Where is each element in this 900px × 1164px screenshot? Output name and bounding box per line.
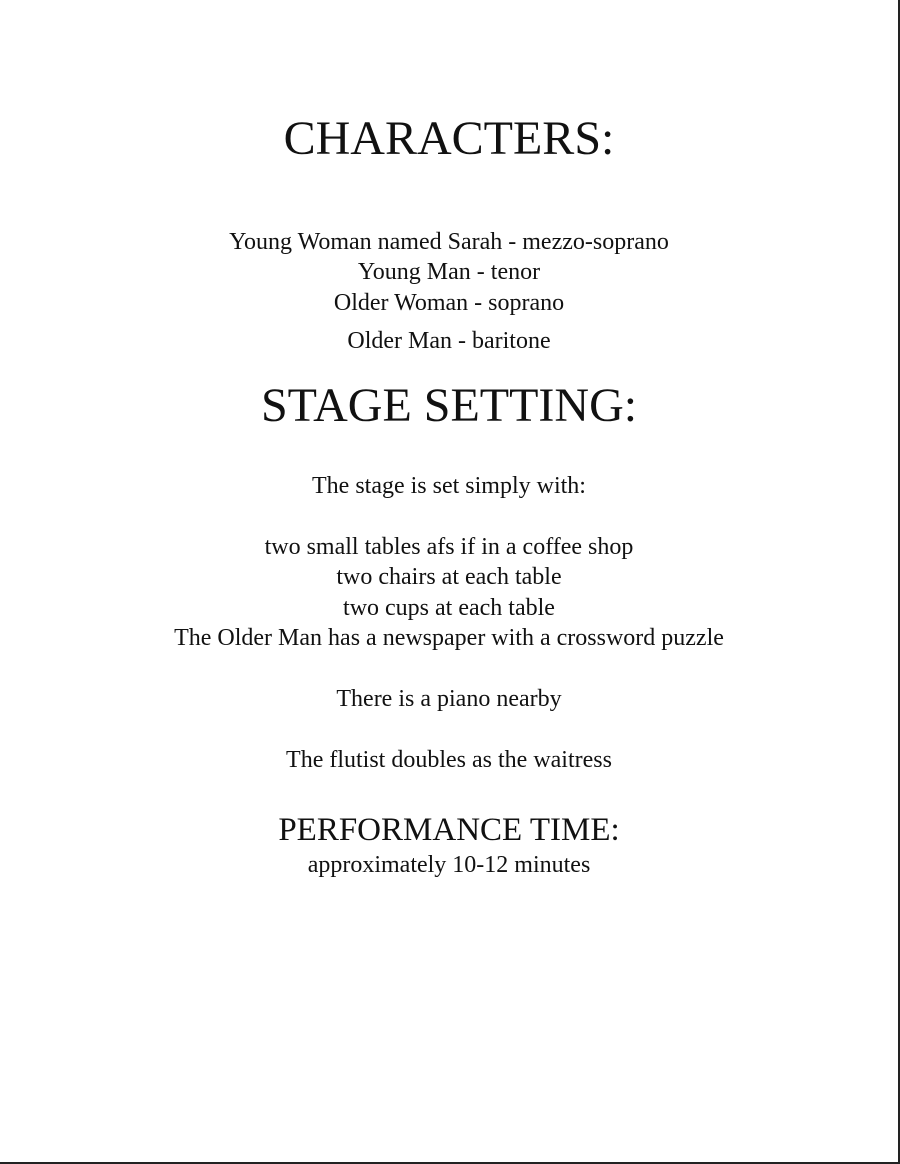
stage-item-tables: two small tables afs if in a coffee shop <box>264 534 634 560</box>
performance-time-value: approximately 10-12 minutes <box>307 852 591 878</box>
stage-note-piano: There is a piano nearby <box>336 686 562 712</box>
character-item-older-woman: Older Woman - soprano <box>333 290 565 316</box>
stage-item-cups: two cups at each table <box>343 595 555 621</box>
stage-note-flutist: The flutist doubles as the waitress <box>286 747 612 773</box>
character-item-older-man: Older Man - baritone <box>347 328 551 354</box>
stage-item-chairs: two chairs at each table <box>336 564 562 590</box>
characters-heading: CHARACTERS: <box>283 112 615 165</box>
character-item-young-man: Young Man - tenor <box>357 259 541 285</box>
performance-time-heading: PERFORMANCE TIME: <box>278 812 620 848</box>
stage-setting-heading: STAGE SETTING: <box>260 379 638 432</box>
character-item-sarah: Young Woman named Sarah - mezzo-soprano <box>229 229 669 255</box>
stage-setting-intro: The stage is set simply with: <box>312 473 586 499</box>
stage-item-newspaper: The Older Man has a newspaper with a crossword puzzle <box>174 625 724 651</box>
